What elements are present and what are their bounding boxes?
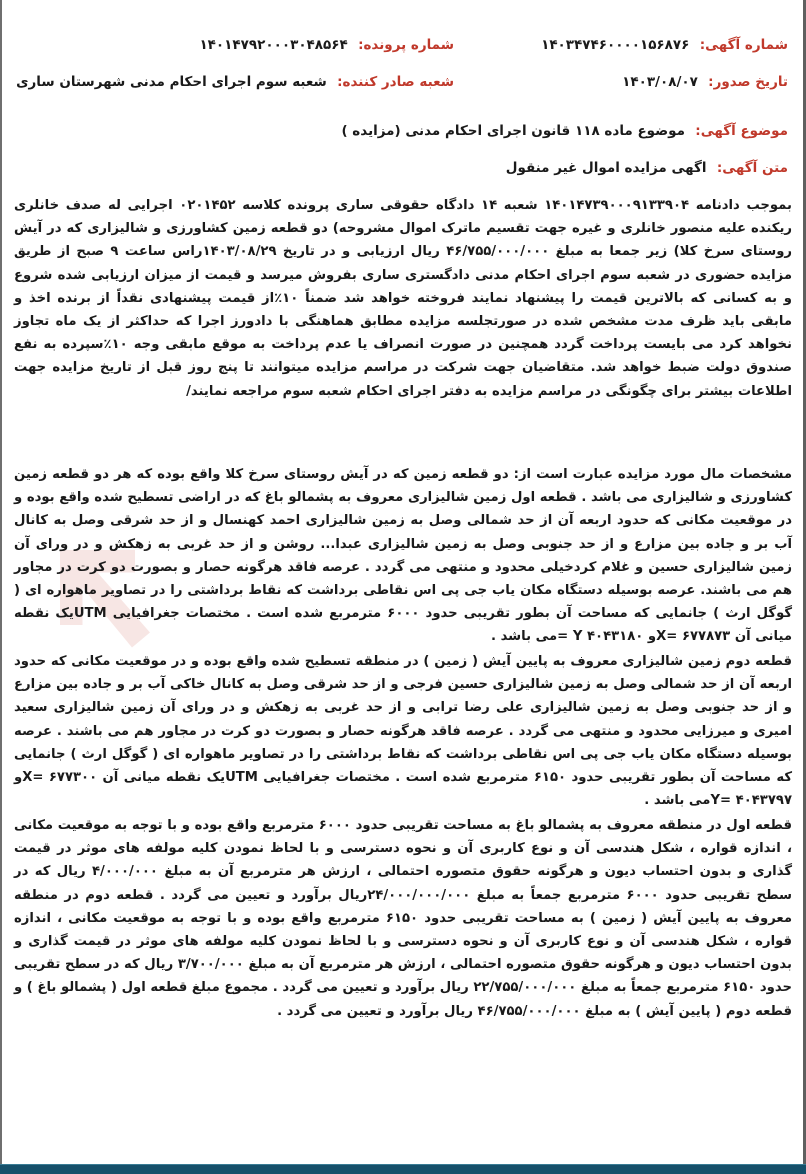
issuer-row (16, 72, 454, 92)
paragraph-property-specs-plot2: قطعه دوم زمین شالیزاری معروف به پایین آیش ( زمین ) در منطقه تسطیح شده واقع بوده و در موقعیت مکانی که حدود اربعه آن از حد شمالی وصل به زمین شالیزاری حسین فرجی و از حد شرقی وصل به کانال خاکی آب بر و جاده بین مزارع و از حد جنوبی وصل به زمین شالیزاری علی رضا ترابی و از حد غربی به زهکش و در ورای آن زمین شالیزاری سعید امیری و میرزایی محدود و منتهی می گردد . عرصه فاقد هرگونه حصار و بصورت دو کرت در مجاور هم می باشند . عرصه بوسیله دستگاه مکان یاب جی پی اس نقاطی برداشت که نقاط برداشتی را در تصاویر ماهواره ای ( گوگل ارث ) جانمایی که مساحت آن بطور تقریبی حدود ۶۱۵۰ مترمربع شده است . مختصات جغرافیایی UTMیک نقطه میانی آن ۶۷۷۳۰۰ =Xو ۴۰۴۳۷۹۷ =Yمی باشد . (14, 654, 792, 809)
case-number-value: ۱۴۰۱۴۷۹۲۰۰۰۳۰۴۸۵۶۴ (199, 37, 348, 53)
issuer-label: شعبه صادر کننده: (337, 74, 454, 90)
paragraph-property-specs-plot1: مشخصات مال مورد مزایده عبارت است از: دو قطعه زمین که در آیش روستای سرخ کلا واقع بوده که هر دو قطعه زمین کشاورزی و شالیزاری می باشد . قطعه اول زمین شالیزاری معروف به پشمالو باغ که در اراضی تسطیح شده واقع بوده و در موقعیت مکانی که حدود اربعه آن از حد شمالی وصل به زمین شالیزاری احمد کهنسال و از حد شرقی وصل به کانال آب بر و جاده بین مزارع و از حد جنوبی وصل به زمین شالیزاری عبدا... روشن و از حد غربی به زهکش و در ورای آن زمین شالیزاری حسین و غلام کردخیلی محدود و منتهی می گردد . عرصه فاقد هرگونه حصار و بصورت دو کرت در مجاور هم می باشند. عرصه بوسیله دستگاه مکان یاب جی پی اس نقاطی برداشت که نقاط برداشتی را در تصاویر ماهواره ای ( گوگل ارث ) جانمایی که مساحت آن بطور تقریبی حدود ۶۰۰۰ مترمربع شده است . مختصات جغرافیایی UTMیک نقطه میانی آن ۶۷۷۸۷۳ =Xو ۴۰۴۳۱۸۰ Y =می باشد . (14, 467, 793, 645)
subject-label: موضوع آگهی: (695, 123, 788, 139)
case-number-row (199, 35, 454, 55)
issue-date-row (622, 72, 788, 92)
ad-text-label: متن آگهی: (716, 160, 788, 176)
ad-number-row (541, 35, 788, 55)
ad-number-value: ۱۴۰۳۴۷۴۶۰۰۰۰۱۵۶۸۷۶ (541, 37, 690, 53)
ad-text-row (506, 158, 788, 178)
case-number-label: شماره پرونده: (358, 37, 454, 53)
paragraph-valuation: قطعه اول در منطقه معروف به پشمالو باغ به مساحت تقریبی حدود ۶۰۰۰ مترمربع واقع بوده و با توجه به موقعیت مکانی ، اندازه قواره ، شکل هندسی آن و نوع کاربری آن و نحوه دسترسی و با لحاظ نمودن کلیه مولفه های موثر در قیمت گذاری و بدون احتساب دیون و هرگونه حقوق متصوره احتمالی ، ارزش هر مترمربع آن به مبلغ ۴/۰۰۰/۰۰۰ ریال که در سطح تقریبی حدود ۶۰۰۰ مترمربع جمعاً به مبلغ ۲۴/۰۰۰/۰۰۰/۰۰۰ریال برآورد و تعیین می گردد . قطعه دوم در منطقه معروف به پایین آیش ( زمین ) به مساحت تقریبی حدود ۶۱۵۰ مترمربع واقع بوده و با توجه به موقعیت مکانی ، اندازه قواره ، شکل هندسی آن و نوع کاربری آن و نحوه دسترسی و با لحاظ نمودن کلیه مولفه های موثر در قیمت گذاری و بدون احتساب دیون و هرگونه حقوق متصوره احتمالی ، ارزش هر مترمربع آن به مبلغ ۳/۷۰۰/۰۰۰ ریال که در سطح تقریبی حدود ۶۱۵۰ مترمربع جمعاً به مبلغ ۲۲/۷۵۵/۰۰۰/۰۰۰ ریال برآورد و تعیین می گردد . مجموع مبلغ قطعه اول ( پشمالو باغ ) و قطعه دوم ( پایین آیش ) به مبلغ ۴۶/۷۵۵/۰۰۰/۰۰۰ ریال برآورد و تعیین می گردد . (14, 818, 793, 1019)
bottom-bar (0, 1164, 806, 1174)
issue-date-label: تاریخ صدور: (708, 74, 788, 90)
issuer-value: شعبه سوم اجرای احکام مدنی شهرستان ساری (16, 74, 327, 90)
issue-date-value: ۱۴۰۳/۰۸/۰۷ (622, 74, 698, 90)
subject-value: موضوع ماده ۱۱۸ قانون اجرای احکام مدنی (مزایده ) (341, 123, 685, 139)
subject-row (341, 121, 788, 141)
ad-number-label: شماره آگهی: (699, 37, 788, 53)
ad-text-value: اگهی مزایده اموال غیر منقول (505, 160, 707, 176)
paragraph-auction-terms: بموجب دادنامه ۱۴۰۱۴۷۳۹۰۰۰۹۱۳۳۹۰۴ شعبه ۱۴ دادگاه حقوقی ساری پرونده کلاسه ۰۲۰۱۴۵۲ اجرایی له صدف خانلری ریکنده علیه منصور خانلری و غیره جهت تقسیم ماترک اموال مشروحه) دو قطعه زمین کشاورزی و شالیزاری که در آیش روستای سرخ کلا) زیر جمعا به مبلغ ۴۶/۷۵۵/۰۰۰/۰۰۰ ریال ارزیابی و در تاریخ ۱۴۰۳/۰۸/۲۹راس ساعت ۹ صبح از طریق مزایده حضوری در شعبه سوم اجرای احکام مدنی دادگستری ساری بفروش میرسد و قیمت از میزان ارزیابی شده شروع و به کسانی که بالاترین قیمت را پیشنهاد نمایند فروخته خواهد شد ضمناً ۱۰٪از قیمت پیشنهادی نقداً از برنده اخذ و مابقی باید ظرف مدت مشخص شده در صورتجلسه مزایده مطابق هماهنگی با دادورز اجرا که حداکثر از یک ماه تجاوز نخواهد کرد می بایست پرداخت گردد همچنین در صورت انصراف یا عدم پرداخت به موقع مابقی وجه ۱۰٪سپرده به نفع صندوق دولت ضبط خواهد شد. متقاضیان جهت شرکت در مراسم مزایده میتوانند تا پنج روز قبل از تاریخ مزایده جهت اطلاعات بیشتر برای چگونگی در مراسم مزایده به دفتر اجرای احکام شعبه سوم مراجعه نمایند/ (14, 198, 793, 399)
